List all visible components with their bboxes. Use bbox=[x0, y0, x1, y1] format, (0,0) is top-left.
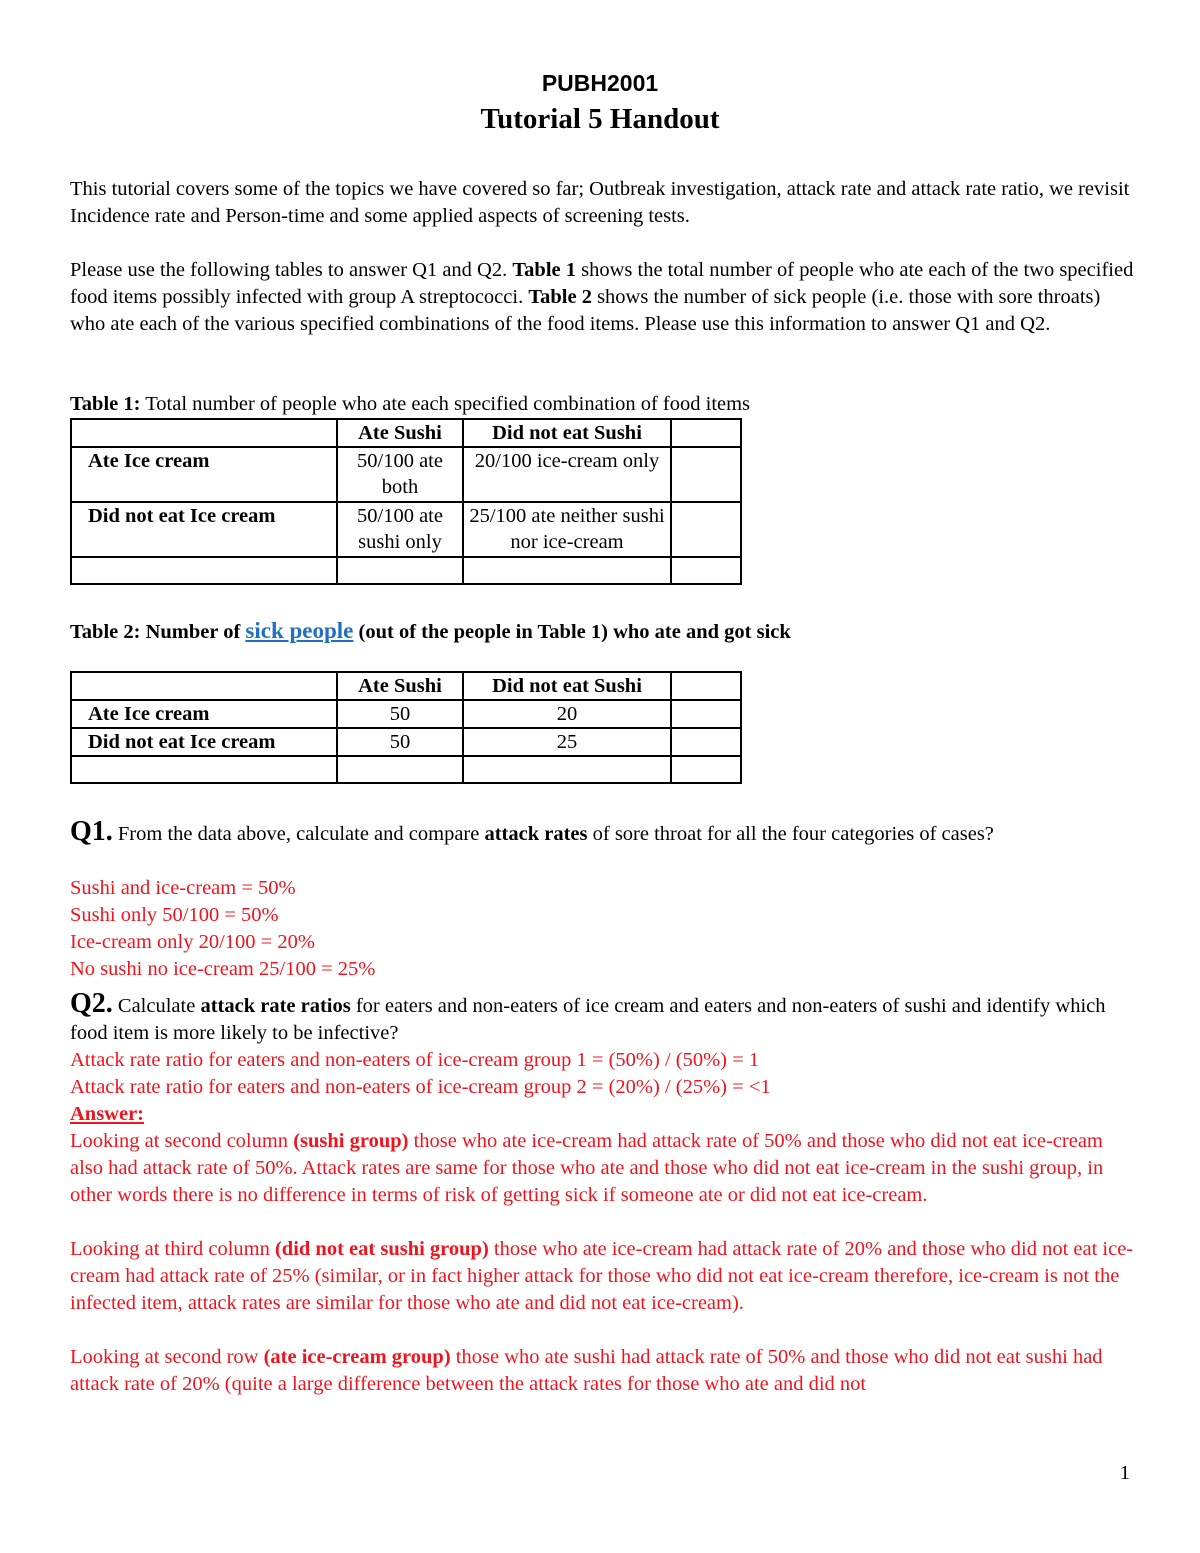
instructions-text-1: Please use the following tables to answer Q1 and Q2. bbox=[70, 259, 513, 281]
answer-text: those who ate ice-cream had attack rate of 20% and those who did not eat ice-cream had attack rate of 25% (similar, or in fact higher attack for those who did not eat ice-cream therefore, ice-cream is not the infected item, attack rates are similar for those who ate and did not eat ice-cream). bbox=[70, 1238, 1134, 1314]
answer-label-text: Answer: bbox=[70, 1103, 145, 1125]
answer-bold: (did not eat sushi group) bbox=[274, 1238, 489, 1260]
course-code: PUBH2001 bbox=[541, 70, 659, 96]
table-row-label bbox=[71, 756, 337, 783]
table1-caption bbox=[70, 391, 750, 418]
table-cell: 25/100 ate neither sushi nor ice-cream bbox=[463, 502, 671, 557]
table-cell: 50/100 ate both bbox=[337, 447, 463, 502]
answer-bold: (ate ice-cream group) bbox=[263, 1346, 451, 1368]
table-cell: 20 bbox=[463, 700, 671, 728]
table-header-cell: Ate Sushi bbox=[337, 672, 463, 700]
table-row-label: Did not eat Ice cream bbox=[71, 728, 337, 756]
table-header-cell bbox=[71, 419, 337, 447]
table-cell bbox=[463, 756, 671, 783]
answer-line: Sushi and ice-cream = 50% bbox=[70, 877, 296, 899]
answer-line: Ice-cream only 20/100 = 20% bbox=[70, 931, 315, 953]
table-cell bbox=[671, 447, 741, 502]
table2-caption-after: (out of the people in Table 1) who ate and got sick bbox=[353, 621, 791, 643]
spacer bbox=[70, 1317, 1140, 1344]
question-2-text-1: Calculate bbox=[112, 995, 201, 1017]
table2-reference: Table 2 bbox=[528, 286, 592, 308]
question-1-text-2: of sore throat for all the four categories of cases? bbox=[587, 823, 994, 845]
answer-bold: (sushi group) bbox=[293, 1130, 409, 1152]
table-row bbox=[71, 447, 741, 502]
intro-paragraph: This tutorial covers some of the topics we have covered so far; Outbreak investigation, attack rate and attack rate ratio, we revisit Incidence rate and Person-time and some applied aspects of screening tests. bbox=[70, 178, 1130, 227]
table-header-cell: Did not eat Sushi bbox=[463, 419, 671, 447]
table-header-cell: Did not eat Sushi bbox=[463, 672, 671, 700]
table-row-label: Did not eat Ice cream bbox=[71, 502, 337, 557]
answer-text: Looking at second column bbox=[70, 1130, 294, 1152]
answer-line: No sushi no ice-cream 25/100 = 25% bbox=[70, 958, 376, 980]
question-2-bold: attack rate ratios bbox=[200, 995, 351, 1017]
ratio-line: Attack rate ratio for eaters and non-eaters of ice-cream group 1 = (50%) / (50%) = 1 bbox=[70, 1049, 760, 1071]
table-cell: 50/100 ate sushi only bbox=[337, 502, 463, 557]
table1-caption-label: Table 1: bbox=[70, 393, 141, 415]
question-2-answers bbox=[70, 1047, 1140, 1398]
table-cell: 50 bbox=[337, 728, 463, 756]
table-header-row bbox=[71, 672, 741, 700]
table-row-label: Ate Ice cream bbox=[71, 447, 337, 502]
answer-text: Looking at third column bbox=[70, 1238, 275, 1260]
question-1-label: Q1. bbox=[70, 816, 113, 847]
table-cell bbox=[337, 557, 463, 584]
sick-people-link[interactable]: sick people bbox=[245, 618, 354, 643]
table-cell bbox=[463, 557, 671, 584]
table-row bbox=[71, 502, 741, 557]
question-2-text-2: for eaters and non-eaters of ice cream and eaters and non-eaters of sushi and identify which food item is more likely to be infective? bbox=[70, 995, 1106, 1044]
page-title: Tutorial 5 Handout bbox=[480, 103, 720, 135]
table-header-cell bbox=[671, 419, 741, 447]
table-cell: 20/100 ice-cream only bbox=[463, 447, 671, 502]
instructions-paragraph bbox=[70, 257, 1140, 338]
answer-text: those who ate ice-cream had attack rate of 50% and those who did not eat ice-cream also had attack rate of 50%. Attack rates are same for those who ate and those who did not eat ice-cream in the sushi group, in other words there is no difference in terms of risk of getting sick if someone ate or did not eat ice-cream. bbox=[70, 1130, 1104, 1206]
answer-line: Sushi only 50/100 = 50% bbox=[70, 904, 279, 926]
page-number: 1 bbox=[1119, 1462, 1130, 1484]
table-row-label: Ate Ice cream bbox=[71, 700, 337, 728]
table1-reference: Table 1 bbox=[512, 259, 576, 281]
table-header-row bbox=[71, 419, 741, 447]
question-2 bbox=[70, 990, 1140, 1047]
table-cell bbox=[671, 728, 741, 756]
table-cell bbox=[671, 700, 741, 728]
table-cell: 25 bbox=[463, 728, 671, 756]
answer-label bbox=[70, 1101, 1140, 1128]
answer-paragraph bbox=[70, 1236, 1140, 1317]
table-cell bbox=[337, 756, 463, 783]
question-2-label: Q2. bbox=[70, 988, 113, 1019]
question-1-bold: attack rates bbox=[484, 823, 588, 845]
ratio-line: Attack rate ratio for eaters and non-eaters of ice-cream group 2 = (20%) / (25%) = <1 bbox=[70, 1076, 771, 1098]
table-header-cell bbox=[671, 672, 741, 700]
table1 bbox=[70, 418, 742, 585]
answer-text: those who ate sushi had attack rate of 50% and those who did not eat sushi had attack rate of 20% (quite a large difference between the attack rates for those who ate and did not bbox=[70, 1346, 1103, 1395]
table-row bbox=[71, 728, 741, 756]
table1-caption-text: Total number of people who ate each specified combination of food items bbox=[140, 393, 751, 415]
question-1-answers bbox=[70, 875, 1140, 983]
instructions-text-2: shows the total number of people who ate each of the two specified food items possibly infected with group A streptococci. bbox=[70, 259, 1134, 308]
answer-paragraph bbox=[70, 1128, 1140, 1209]
table2-caption bbox=[70, 617, 791, 646]
table-cell: 50 bbox=[337, 700, 463, 728]
table-header-cell: Ate Sushi bbox=[337, 419, 463, 447]
table-cell bbox=[671, 557, 741, 584]
table2 bbox=[70, 671, 742, 784]
table-header-cell bbox=[71, 672, 337, 700]
table-row bbox=[71, 700, 741, 728]
table-cell bbox=[671, 756, 741, 783]
answer-paragraph bbox=[70, 1344, 1140, 1398]
table-cell bbox=[671, 502, 741, 557]
table2-caption-before: Table 2: Number of bbox=[70, 621, 246, 643]
question-1 bbox=[70, 818, 1140, 848]
table-row bbox=[71, 557, 741, 584]
instructions-text-3: shows the number of sick people (i.e. those with sore throats) who ate each of the various specified combinations of the food items. Please use this information to answer Q1 and Q2. bbox=[70, 286, 1101, 335]
table-row bbox=[71, 756, 741, 783]
answer-text: Looking at second row bbox=[70, 1346, 264, 1368]
question-1-text-1: From the data above, calculate and compare bbox=[112, 823, 485, 845]
spacer bbox=[70, 1209, 1140, 1236]
table-row-label bbox=[71, 557, 337, 584]
